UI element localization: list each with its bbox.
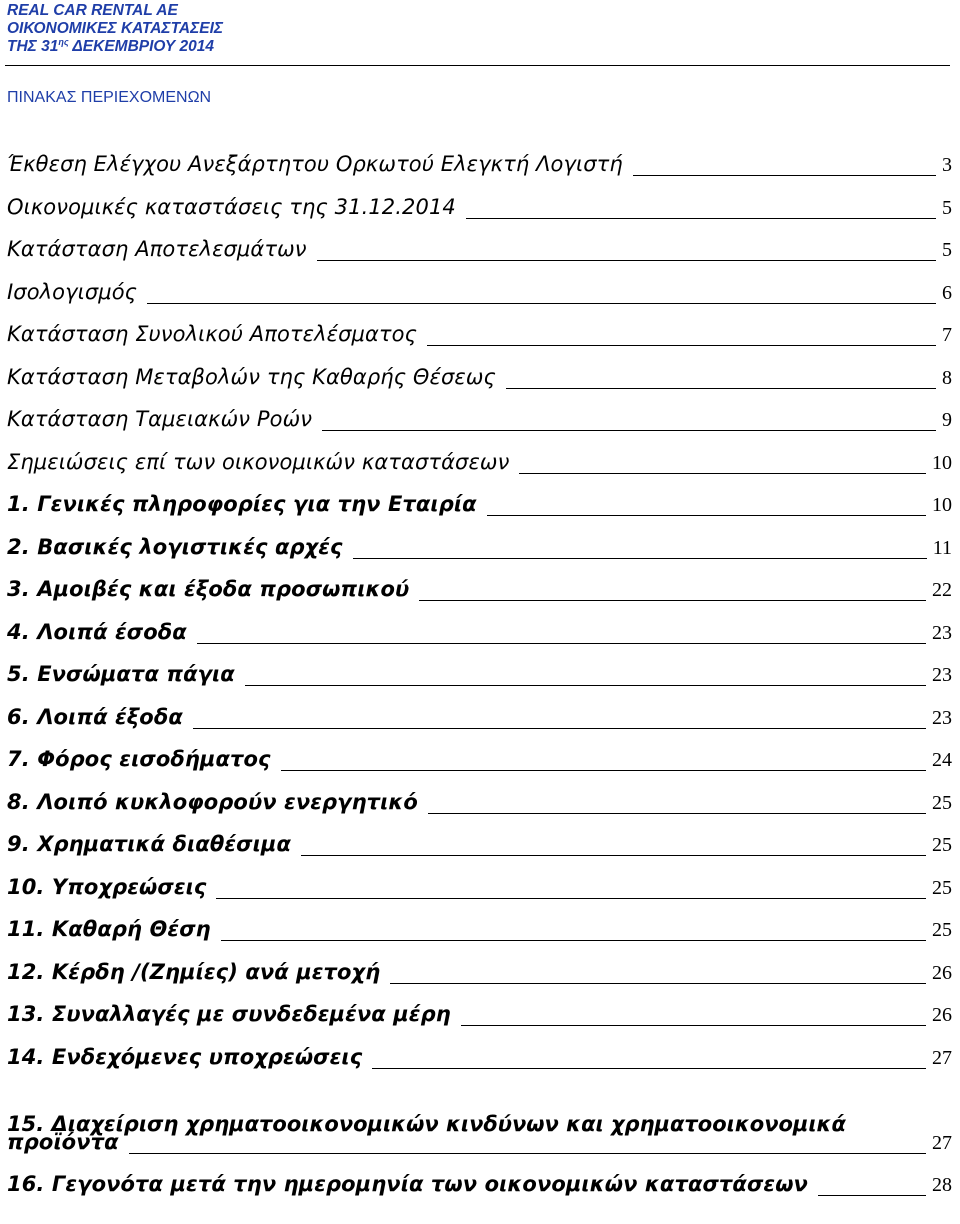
toc-page-number: 27: [932, 1132, 952, 1154]
toc-entry-text: προϊόντα: [7, 1130, 119, 1154]
toc-entry-text: 1. Γενικές πληροφορίες για την Εταιρία: [7, 492, 477, 516]
date-superscript: ης: [58, 37, 69, 47]
toc-entry[interactable]: [7, 699, 952, 733]
toc-page-number: 5: [942, 197, 952, 219]
toc-page-number: 25: [932, 834, 952, 856]
toc-leader-line: [317, 260, 936, 261]
toc-page-number: 27: [932, 1047, 952, 1069]
toc-entry-text: Έκθεση Ελέγχου Ανεξάρτητου Ορκωτού Ελεγκτή Λογιστή: [7, 152, 623, 176]
toc-leader-line: [506, 388, 936, 389]
toc-leader-line: [461, 1025, 926, 1026]
toc-leader-line: [193, 728, 926, 729]
toc-entry[interactable]: [7, 954, 952, 988]
company-name: REAL CAR RENTAL AE: [7, 2, 178, 19]
toc-page-number: 9: [942, 409, 952, 431]
toc-entry-text: Κατάσταση Ταμειακών Ροών: [7, 407, 313, 431]
toc-page-number: 28: [932, 1174, 952, 1196]
toc-entry[interactable]: [7, 571, 952, 605]
toc-leader-line: [245, 685, 926, 686]
toc-leader-line: [487, 515, 926, 516]
toc-entry[interactable]: [7, 1039, 952, 1073]
toc-entry[interactable]: [7, 529, 952, 563]
toc-page-number: 23: [932, 664, 952, 686]
toc-leader-line: [390, 983, 926, 984]
toc-page-number: 22: [932, 579, 952, 601]
toc-entry-text: 11. Καθαρή Θέση: [7, 917, 211, 941]
toc-entry-text: Κατάσταση Αποτελεσμάτων: [7, 237, 307, 261]
toc-page-number: 25: [932, 919, 952, 941]
toc-entry[interactable]: [7, 996, 952, 1030]
toc-entry[interactable]: [7, 1124, 952, 1158]
toc-page-number: 6: [942, 282, 952, 304]
toc-entry[interactable]: [7, 741, 952, 775]
toc-page-number: 24: [932, 749, 952, 771]
toc-entry-text: 12. Κέρδη /(Ζημίες) ανά μετοχή: [7, 960, 381, 984]
toc-page-number: 26: [932, 1004, 952, 1026]
toc-entry[interactable]: [7, 274, 952, 308]
toc-leader-line: [301, 855, 926, 856]
toc-entry[interactable]: [7, 869, 952, 903]
toc-entry-text: 8. Λοιπό κυκλοφορούν ενεργητικό: [7, 790, 418, 814]
toc-page-number: 25: [932, 792, 952, 814]
toc-page-number: 11: [932, 537, 952, 559]
toc-entry-text: Οικονομικές καταστάσεις της 31.12.2014: [7, 195, 456, 219]
toc-leader-line: [322, 430, 936, 431]
toc-entry-text: 13. Συναλλαγές με συνδεδεμένα μέρη: [7, 1002, 451, 1026]
toc-entry[interactable]: [7, 911, 952, 945]
date-suffix: ΔΕΚΕΜΒΡΙΟΥ 2014: [68, 38, 214, 55]
toc-entry-text: 2. Βασικές λογιστικές αρχές: [7, 535, 343, 559]
toc-leader-line: [216, 898, 926, 899]
toc-entry-text: 7. Φόρος εισοδήματος: [7, 747, 271, 771]
toc-leader-line: [372, 1068, 926, 1069]
toc-leader-line: [419, 600, 926, 601]
document-date: [7, 38, 214, 55]
toc-entry-text: 6. Λοιπά έξοδα: [7, 705, 183, 729]
toc-entry[interactable]: [7, 656, 952, 690]
toc-page-number: 10: [932, 452, 952, 474]
toc-page-number: 8: [942, 367, 952, 389]
toc-entry-text: 10. Υποχρεώσεις: [7, 875, 207, 899]
toc-page-number: 26: [932, 962, 952, 984]
toc-entry[interactable]: [7, 146, 952, 180]
toc-leader-line: [428, 813, 926, 814]
toc-page-number: 23: [932, 707, 952, 729]
toc-page-number: 25: [932, 877, 952, 899]
toc-entry-text: 3. Αμοιβές και έξοδα προσωπικού: [7, 577, 410, 601]
toc-leader-line: [519, 473, 926, 474]
toc-leader-line: [129, 1153, 926, 1154]
toc-entry-text: 14. Ενδεχόμενες υποχρεώσεις: [7, 1045, 363, 1069]
toc-entry[interactable]: [7, 826, 952, 860]
toc-leader-line: [427, 345, 936, 346]
toc-page-number: 23: [932, 622, 952, 644]
toc-entry-text: Κατάσταση Συνολικού Αποτελέσματος: [7, 322, 418, 346]
toc-entry[interactable]: [7, 316, 952, 350]
toc-leader-line: [221, 940, 926, 941]
date-prefix: ΤΗΣ 31: [7, 38, 59, 55]
toc-entry[interactable]: [7, 784, 952, 818]
toc-entry[interactable]: [7, 231, 952, 265]
toc-entry-text: 9. Χρηματικά διαθέσιμα: [7, 832, 291, 856]
toc-entry[interactable]: [7, 189, 952, 223]
toc-leader-line: [466, 218, 936, 219]
toc-entry[interactable]: [7, 486, 952, 520]
toc-entry[interactable]: [7, 401, 952, 435]
toc-leader-line: [633, 175, 936, 176]
toc-entry-text: Σημειώσεις επί των οικονομικών καταστάσεων: [7, 450, 510, 474]
toc-entry-wrap-line[interactable]: 15. Διαχείριση χρηματοοικονομικών κινδύνων και χρηματοοικονομικά: [7, 1112, 846, 1136]
header-rule: [5, 65, 950, 66]
toc-entry[interactable]: [7, 444, 952, 478]
toc-title[interactable]: ΠΙΝΑΚΑΣ ΠΕΡΙΕΧΟΜΕΝΩΝ: [7, 89, 212, 106]
toc-page-number: 7: [942, 324, 952, 346]
toc-entry-text: 5. Ενσώματα πάγια: [7, 662, 235, 686]
toc-entry-text: 16. Γεγονότα μετά την ημερομηνία των οικονομικών καταστάσεων: [7, 1172, 808, 1196]
toc-leader-line: [147, 303, 936, 304]
toc-page-number: 3: [942, 154, 952, 176]
toc-entry[interactable]: [7, 614, 952, 648]
toc-entry-text: Κατάσταση Μεταβολών της Καθαρής Θέσεως: [7, 365, 496, 389]
toc-page-number: 5: [942, 239, 952, 261]
toc-leader-line: [281, 770, 926, 771]
toc-entry-text: 4. Λοιπά έσοδα: [7, 620, 187, 644]
toc-entry[interactable]: [7, 1166, 952, 1200]
toc-entry-text: Ισολογισμός: [7, 280, 138, 304]
toc-leader-line: [353, 558, 927, 559]
toc-page-number: 10: [932, 494, 952, 516]
document-title: ΟΙΚΟΝΟΜΙΚΕΣ ΚΑΤΑΣΤΑΣΕΙΣ: [7, 20, 224, 37]
toc-leader-line: [197, 643, 926, 644]
toc-entry[interactable]: [7, 359, 952, 393]
toc-leader-line: [818, 1195, 926, 1196]
